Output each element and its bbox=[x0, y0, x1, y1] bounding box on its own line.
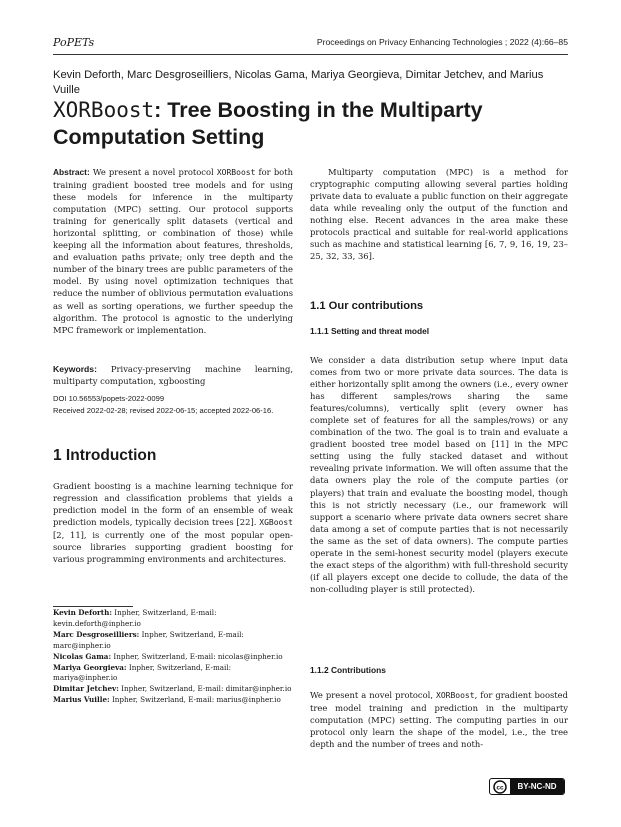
abstract-label: Abstract: bbox=[53, 167, 90, 177]
subsubsection-heading-setting: 1.1.1 Setting and threat model bbox=[310, 326, 430, 336]
footnote-item: Dimitar Jetchev: Inpher, Switzerland, E-mail: dimitar@inpher.io bbox=[53, 684, 292, 694]
license-label: BY-NC-ND bbox=[510, 779, 564, 794]
contributions-code: XORBoost bbox=[436, 691, 475, 700]
title-protocol-name: XORBoost bbox=[53, 98, 155, 122]
footnote-item: Nicolas Gama: Inpher, Switzerland, E-mail: nicolas@inpher.io bbox=[53, 651, 283, 661]
footnote-item: Marc Desgroseilliers: Inpher, Switzerland, E-mail: marc@inpher.io bbox=[53, 629, 244, 650]
footnote-rule bbox=[53, 606, 133, 607]
svg-text:cc: cc bbox=[496, 784, 504, 792]
author-affiliations bbox=[53, 608, 293, 706]
mpc-paragraph: Multiparty computation (MPC) is a method for cryptographic computing allowing several parties holding private data to evaluate a public function on their aggregate data while revealing only the output of the function and nothing else. Recent advances in the area make these protocols practical and suitable for real-world applications such as machine and statistical learning [6, 7, 9, 16, 19, 23–25, 32, 33, 36]. bbox=[310, 167, 568, 262]
intro-code: XGBoost bbox=[259, 518, 293, 528]
license-badge[interactable] bbox=[489, 778, 565, 795]
intro-text-cont: [2, 11], is currently one of the most popular open-source libraries supporting gradient boosting for various programming environments and architectures. bbox=[53, 530, 293, 565]
footnote-item: Mariya Georgieva: Inpher, Switzerland, E-mail: mariya@inpher.io bbox=[53, 662, 232, 683]
author-list: Kevin Deforth, Marc Desgroseilliers, Nicolas Gama, Mariya Georgieva, Dimitar Jetchev, and Marius Vuille bbox=[53, 69, 544, 96]
abstract-code: XORBoost bbox=[216, 168, 256, 177]
journal-name: PoPETs bbox=[53, 36, 95, 49]
keywords bbox=[53, 363, 293, 387]
footnote-item: Marius Vuille: Inpher, Switzerland, E-mail: marius@inpher.io bbox=[53, 695, 281, 705]
keywords-label: Keywords: bbox=[53, 364, 97, 374]
received-dates: Received 2022-02-28; revised 2022-06-15; accepted 2022-06-16. bbox=[53, 406, 274, 415]
paper-title bbox=[53, 97, 573, 151]
proceedings-citation: Proceedings on Privacy Enhancing Technologies ; 2022 (4):66–85 bbox=[316, 37, 568, 47]
footnote-item: Kevin Deforth: Inpher, Switzerland, E-mail: kevin.deforth@inpher.io bbox=[53, 608, 217, 628]
setting-paragraph: We consider a data distribution setup where input data comes from two or more private data sources. The data is either horizontally split among the owners (i.e., every owner has different samples/rows sharing the same features/columns), vertically split (every owner has complete set of features for all the samples/rows) or any combination of the two. The goal is to train and evaluate a gradient boosted tree model based on [11] in the MPC setting using the fully stacked dataset and without revealing private information. We will often assume that the data owners play the role of the compute parties (or players) that train and evaluate the boosting model, though this is not strictly necessary (i.e., our framework will support a scenario where private data owners secret share data among a set of compute parties that is not necessarily the same as the set of data owners). The compute parties operate in the semi-honest security model (players execute the exact steps of the algorithm) with full-threshold security (if all players except one decide to collude, the data of the non-colluding player is still protected). bbox=[310, 355, 568, 594]
header-rule bbox=[53, 54, 568, 55]
subsection-heading-contributions: 1.1 Our contributions bbox=[310, 300, 424, 312]
contributions-text-cont: , for gradient boosted tree model training and prediction in the multiparty computation (MPC) setting. The computing parties in our protocol only learn the shape of the model, i.e., the tree depth and the number of trees and noth- bbox=[310, 690, 568, 750]
abstract bbox=[53, 166, 293, 336]
abstract-text-cont: for both training gradient boosted tree models and for using these models for inference in the multiparty computation (MPC) setting. Our protocol supports training for generically split datasets (vertical and horizontal splitting, or combination of those) while keeping all the information about features, thresholds, and evaluation paths private; only tree depth and the number of the binary trees are public parameters of the model. By using novel optimization techniques that reduce the number of oblivious permutation evaluations as well as sorting operations, we further speedup the algorithm. The protocol is agnostic to the underlying MPC framework or implementation. bbox=[53, 167, 293, 335]
keywords-text: Privacy-preserving machine learning, multiparty computation, xgboosting bbox=[53, 364, 293, 387]
running-header bbox=[53, 36, 568, 50]
title-text: : Tree Boosting in the Multiparty Computation Setting bbox=[53, 98, 483, 149]
section-heading-introduction: 1 Introduction bbox=[53, 447, 157, 464]
creative-commons-icon bbox=[490, 779, 510, 794]
contributions-text: We present a novel protocol, bbox=[310, 690, 437, 700]
subsubsection-heading-contributions: 1.1.2 Contributions bbox=[310, 665, 386, 675]
intro-paragraph bbox=[53, 480, 293, 565]
contributions-paragraph bbox=[310, 689, 568, 750]
intro-text: Gradient boosting is a machine learning technique for regression and classification problems that yields a prediction model in the form of an ensemble of weak prediction models, typically decision trees [22]. bbox=[53, 481, 293, 528]
abstract-text: We present a novel protocol bbox=[89, 167, 217, 177]
doi: DOI 10.56553/popets-2022-0099 bbox=[53, 394, 165, 403]
